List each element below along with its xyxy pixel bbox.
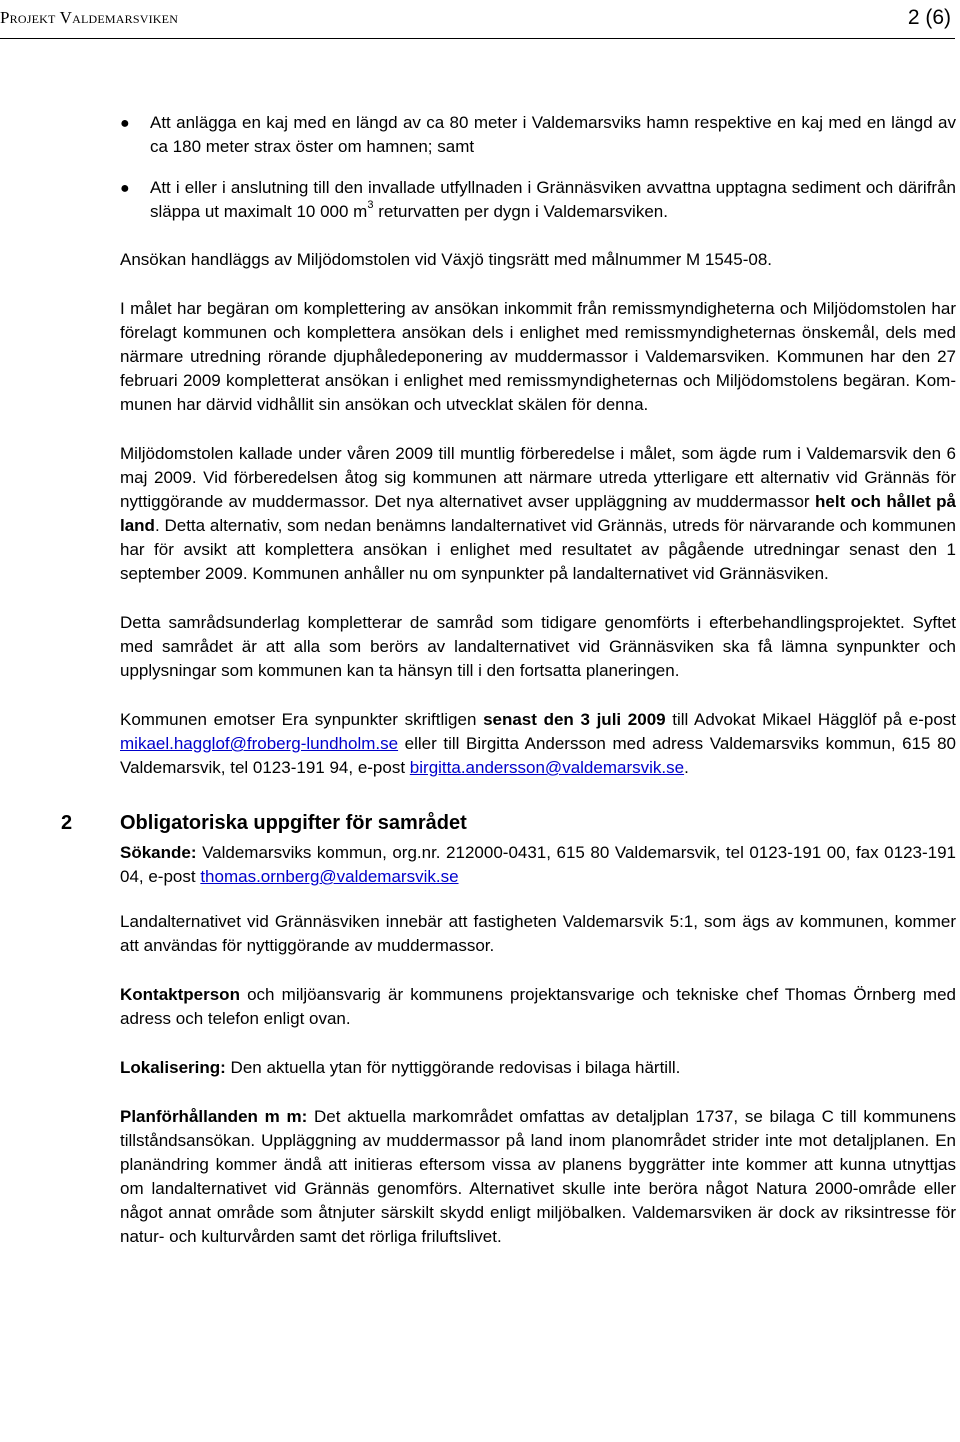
header-project-title: Projekt Valdemarsviken xyxy=(0,8,179,27)
superscript: 3 xyxy=(367,199,374,212)
paragraph-planforhallanden xyxy=(120,1105,956,1249)
paragraph-samrad: Detta samrådsunderlag kompletterar de samråd som tidigare genomförts i efterbehandlingsprojektet. Syftet med samrådet är att alla som berörs av landalternativet vid Grännäsviken ska få lämna synpunkter och upplysningar som kommunen kan ta hänsyn till i den fortsatta planeringen. xyxy=(120,613,956,680)
bullet-item-kaj xyxy=(120,111,956,159)
bullet-text: Att anlägga en kaj med en längd av ca 80 meter i Valdemarsviks hamn respektive en kaj med en längd av ca 180 meter strax öster om hamnen; samt xyxy=(150,113,956,156)
text-run: Kommunen emotser Era synpunkter skriftligen xyxy=(120,710,484,729)
text-run: till Advokat Mikael Hägglöf på e-post xyxy=(665,710,957,729)
section-heading-2 xyxy=(0,810,956,838)
text-run: . xyxy=(684,758,689,777)
bold-label: Sökande: xyxy=(120,843,197,862)
text-run: Valdemarsviks kommun, org.nr. 212000-0431, 615 80 Valdemarsvik, tel 0123-191 00, fax 0123-191 04, e-post xyxy=(120,843,956,886)
bullet-item-avvattna xyxy=(120,176,956,224)
text-run: . Detta alternativ, som nedan benämns landalternativet vid Grännäs, utreds för närvarande och kommunen har för avsikt att komplettera ansökan i enlighet med resultatet av pågående utredningar senast den 1 september 2009. Kommunen anhåller nu om synpunkter på landalternativet vid Grännäsviken. xyxy=(120,516,956,583)
bold-text: senast den 3 juli 2009 xyxy=(483,710,666,729)
paragraph-miljodomstolen xyxy=(120,442,956,586)
header-page-number: 2 (6) xyxy=(907,6,951,29)
email-link-hagglof[interactable]: mikael.hagglof@froberg-lundholm.se xyxy=(120,734,399,753)
email-link-ornberg[interactable]: thomas.ornberg@valdemarsvik.se xyxy=(200,867,459,886)
text-run: Miljödomstolen kallade under våren 2009 till muntlig förberedelse i målet, som ägde rum i Valdemarsvik den 6 maj 2009. Vid förberedelsen åtog sig kommunen att närmare utreda ytterligare ett alternativ vid Grännäs för nyttiggörande av muddermassor. Det nya alternativet avser uppläggning av muddermassor xyxy=(120,444,956,511)
text-run: Den aktuella ytan för nyttiggörande redovisas i bilaga härtill. xyxy=(225,1058,681,1077)
email-link-andersson[interactable]: birgitta.andersson@valdemarsvik.se xyxy=(409,758,685,777)
paragraph-lokalisering xyxy=(120,1056,956,1080)
paragraph-emotser xyxy=(120,708,956,780)
bullet-text-part: Att i eller i anslutning till den invallade utfyllnaden i Grännäsviken avvattna upptagna sediment och därifrån släppa ut maximalt 10 000 m xyxy=(150,178,956,221)
paragraph-landalternativet: Landalternativet vid Grännäsviken innebär att fastigheten Valdemarsvik 5:1, som ägs av kommunen, kommer att användas för nyttiggörande av muddermassor. xyxy=(120,912,956,955)
paragraph-handlaggs: Ansökan handläggs av Miljödomstolen vid Växjö tingsrätt med målnummer M 1545-08. xyxy=(120,250,772,269)
section-number: 2 xyxy=(61,812,73,834)
bullet-icon: ● xyxy=(120,180,130,197)
bold-label: Planförhållanden m m: xyxy=(120,1107,308,1126)
page-header xyxy=(0,6,955,39)
paragraph-kontaktperson xyxy=(120,983,956,1031)
text-run: och miljöansvarig är kommunens projektansvarige och tekniske chef Thomas Örnberg med adress och telefon enligt ovan. xyxy=(120,985,956,1028)
bold-label: Kontaktperson xyxy=(120,985,240,1004)
bold-text: helt och hållet på land xyxy=(120,492,956,535)
document-body xyxy=(61,111,957,1274)
bullet-text-part: returvatten per dygn i Valdemarsviken. xyxy=(373,202,668,221)
paragraph-sokande xyxy=(120,841,956,889)
section-title: Obligatoriska uppgifter för samrådet xyxy=(120,812,467,834)
bold-label: Lokalisering: xyxy=(120,1058,226,1077)
bullet-icon: ● xyxy=(120,115,130,132)
bullet-list xyxy=(120,111,956,224)
text-run: eller till Birgitta Andersson med adress Valdemarsviks kommun, 615 80 Valdemarsvik, tel 0123-191 94, e-post xyxy=(120,734,956,777)
paragraph-komplettering: I målet har begäran om komplettering av ansökan inkommit från remissmyndigheterna och Miljödomstolen har förelagt kommunen och komplettera ansökan dels i enlighet med remissmyndigheternas önskemål, dels med närmare utredning rörande djuphåledeponering av muddermassor i Valdemarsviken. Kommunen har den 27 februari 2009 kompletterat ansökan i enlighet med remissmyndigheternas och Miljödomstolens begäran. Kommunen har därvid vidhållit sin ansökan och utvecklat skälen för denna. xyxy=(120,299,956,414)
text-run: Det aktuella markområdet omfattas av detaljplan 1737, se bilaga C till kommunens tillståndsansökan. Uppläggning av muddermassor på land inom planområdet strider inte mot detaljplanen. En planändring kommer ändå att initieras eftersom vissa av planens byggrätter inte kommer att kunna utnyttjas om landalternativet vid Grännäs genomförs. Alternativet skulle inte beröra något Natura 2000-område eller något annat område som åtnjuter särskilt skydd enligt miljöbalken. Valdemarsviken är dock av riksintresse för natur- och kulturvården samt det rörliga friluftslivet. xyxy=(120,1107,957,1246)
